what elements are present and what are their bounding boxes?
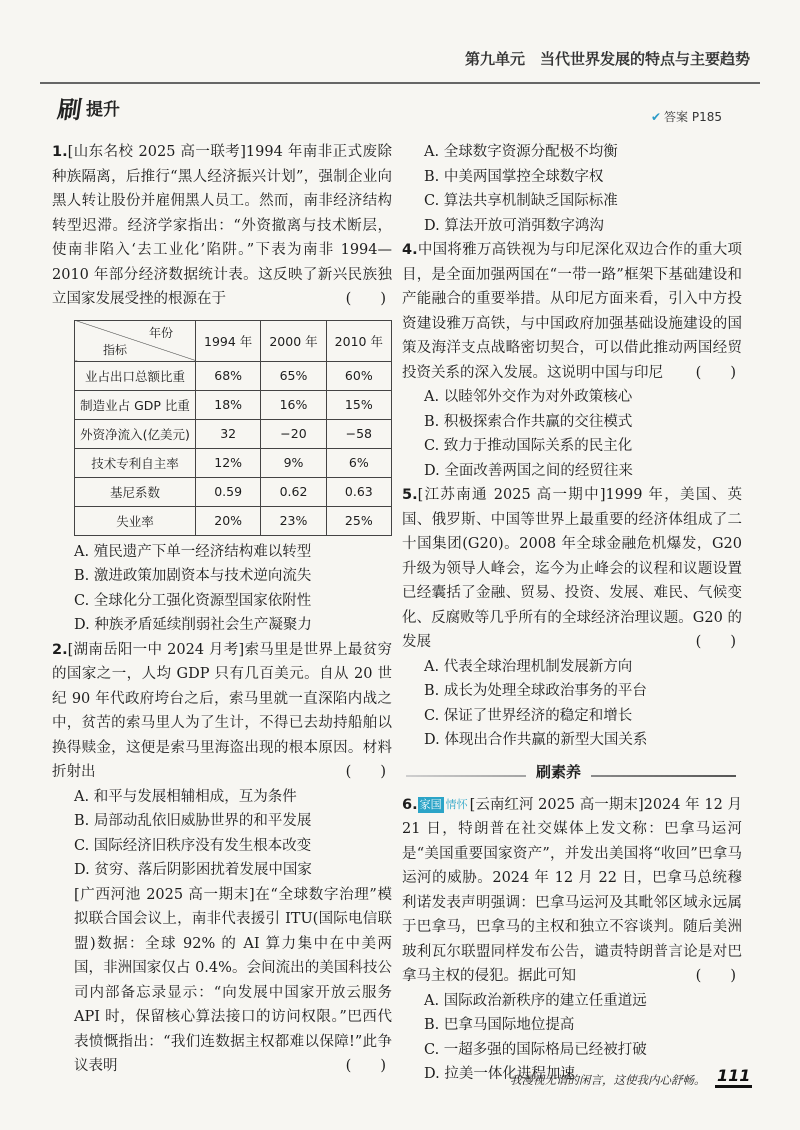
question-text: [江苏南通 2025 高一期中]1999 年，美国、英国、俄罗斯、中国等世界上最重要的经济体组成了二十国集团(G20)。2008 年全球金融危机爆发，G20 升级为领导人峰会，迄今为止峰会的议程和议题设置已经囊括了金融、贸易、投资、发展、难民、气候变化、反腐败等几乎所有的全球经济治理议题。G20 的发展 bbox=[402, 487, 742, 650]
table-cell: 6% bbox=[326, 448, 391, 477]
question-5 bbox=[402, 483, 742, 655]
table-cell: 15% bbox=[326, 390, 391, 419]
table-cell: 12% bbox=[196, 448, 261, 477]
option-d: D. 算法开放可消弭数字鸿沟 bbox=[424, 217, 604, 234]
option-a: A. 和平与发展相辅相成，互为条件 bbox=[74, 788, 297, 805]
corner-label-year: 年份 bbox=[148, 325, 173, 340]
section-banner bbox=[406, 761, 736, 787]
question-text: [山东名校 2025 高一联考]1994 年南非正式废除种族隔离，后推行“黑人经济振兴计划”，强制企业向黑人转让股份并雇佣黑人员工。然而，南非经济结构转型迟滞。经济学家指出：“外资撤离与技术断层，使南非陷入‘去工业化’陷阱。”下表为南非 1994—2010 年部分经济数据统计表。这反映了新兴民族独立国家发展受挫的根源在于 bbox=[52, 144, 392, 307]
option-b: B. 成长为处理全球政治事务的平台 bbox=[424, 683, 647, 699]
table-corner-cell bbox=[75, 320, 196, 361]
table-row bbox=[75, 419, 392, 448]
table-cell: −20 bbox=[261, 419, 326, 448]
option-a: A. 全球数字资源分配极不均衡 bbox=[424, 144, 618, 160]
question-number: 2. bbox=[52, 641, 68, 658]
table-header-cell: 2000 年 bbox=[261, 320, 326, 361]
answer-bracket: ( ) bbox=[695, 364, 736, 381]
table-cell: 9% bbox=[261, 448, 326, 477]
left-column bbox=[52, 140, 392, 1079]
option-b: B. 局部动乱依旧威胁世界的和平发展 bbox=[74, 813, 312, 829]
table-row bbox=[75, 448, 392, 477]
table-cell: 32 bbox=[196, 419, 261, 448]
answer-bracket: ( ) bbox=[695, 634, 736, 650]
table-cell: 0.59 bbox=[196, 477, 261, 506]
table-cell: 16% bbox=[261, 390, 326, 419]
question-3 bbox=[52, 883, 392, 1079]
question-4 bbox=[402, 238, 742, 385]
table-cell: 20% bbox=[196, 506, 261, 535]
section-title: 提升 bbox=[86, 100, 120, 120]
question-number: 1. bbox=[52, 144, 68, 160]
section-label bbox=[55, 90, 120, 125]
option-a: A. 国际政治新秩序的建立任重道远 bbox=[424, 992, 647, 1009]
page-header bbox=[0, 38, 800, 78]
economic-data-table bbox=[74, 320, 392, 536]
option-b: B. 巴拿马国际地位提高 bbox=[424, 1017, 575, 1033]
question-1 bbox=[52, 140, 392, 312]
option-a: A. 以睦邻外交作为对外政策核心 bbox=[424, 389, 633, 405]
option-d: D. 全面改善两国之间的经贸往来 bbox=[424, 462, 633, 479]
option-c: C. 保证了世界经济的稳定和增长 bbox=[424, 707, 633, 724]
question-text: [湖南岳阳一中 2024 月考]索马里是世界上最贫穷的国家之一，人均 GDP 只有几百美元。自从 20 世纪 90 年代政府垮台之后，索马里就一直深陷内战之中，贫苦的索马里人为了生计，不得已去劫持船舶以换得赎金，这便是索马里海盗出现的根本原因。材料折射出 bbox=[52, 641, 392, 780]
option-c: C. 国际经济旧秩序没有发生根本改变 bbox=[74, 837, 312, 854]
table-row bbox=[75, 390, 392, 419]
table-row bbox=[75, 361, 392, 390]
question-2 bbox=[52, 638, 392, 785]
page-number: 111 bbox=[715, 1066, 752, 1088]
option-c: C. 全球化分工强化资源型国家依附性 bbox=[74, 592, 312, 609]
footer-quote: 我漫视无谓的闲言，这使我内心舒畅。 bbox=[510, 1073, 706, 1087]
row-label: 外资净流入(亿美元) bbox=[75, 419, 196, 448]
check-icon: ✔ bbox=[650, 110, 662, 124]
option-b: B. 中美两国掌控全球数字权 bbox=[424, 168, 604, 185]
answer-bracket: ( ) bbox=[695, 968, 736, 984]
answer-bracket: ( ) bbox=[345, 291, 386, 307]
question-number: 5. bbox=[402, 487, 418, 503]
table-header-row bbox=[75, 320, 392, 361]
row-label: 制造业占 GDP 比重 bbox=[75, 390, 196, 419]
banner-title: 刷素养 bbox=[526, 761, 591, 782]
option-d: D. 种族矛盾延续削弱社会生产凝聚力 bbox=[74, 617, 312, 633]
table-cell: 68% bbox=[196, 361, 261, 390]
question-6 bbox=[402, 793, 742, 989]
unit-title: 第九单元 当代世界发展的特点与主要趋势 bbox=[464, 50, 750, 68]
option-d: D. 贫穷、落后阴影困扰着发展中国家 bbox=[74, 862, 312, 878]
table-row bbox=[75, 477, 392, 506]
question-number: 6. bbox=[402, 796, 418, 813]
table-cell: 23% bbox=[261, 506, 326, 535]
table-header-cell: 1994 年 bbox=[196, 320, 261, 361]
option-c: C. 算法共享机制缺乏国际标准 bbox=[424, 193, 618, 209]
question-number: 4. bbox=[402, 242, 418, 258]
table-cell: 65% bbox=[261, 361, 326, 390]
table-cell: 25% bbox=[326, 506, 391, 535]
option-a: A. 殖民遗产下单一经济结构难以转型 bbox=[74, 543, 312, 560]
option-b: B. 激进政策加剧资本与技术逆向流失 bbox=[74, 568, 312, 584]
table-cell: 18% bbox=[196, 390, 261, 419]
option-c: C. 一超多强的国际格局已经被打破 bbox=[424, 1041, 647, 1058]
corner-label-indicator: 指标 bbox=[103, 342, 128, 357]
table-header-cell: 2010 年 bbox=[326, 320, 391, 361]
question-text: [广西河池 2025 高一期末]在“全球数字治理”模拟联合国会议上，南非代表援引 ITU(国际电信联盟)数据：全球 92% 的 AI 算力集中在中美两国，非洲国家仅占 0.4%。会间流出的美国科技公司内部备忘录显示：“向发展中国家开放云服务 API 时，保留核心算法接口的访问权限。”巴西代表愤慨指出：“我们连数据主权都难以保障!”此争议表明 bbox=[74, 886, 392, 1074]
header-divider bbox=[40, 82, 760, 84]
right-column bbox=[402, 140, 742, 1087]
option-a: A. 代表全球治理机制发展新方向 bbox=[424, 658, 633, 675]
table-cell: 0.62 bbox=[261, 477, 326, 506]
option-c: C. 致力于推动国际关系的民主化 bbox=[424, 438, 633, 454]
table-cell: 0.63 bbox=[326, 477, 391, 506]
answer-bracket: ( ) bbox=[345, 764, 386, 780]
question-text: [云南红河 2025 高一期末]2024 年 12 月 21 日，特朗普在社交媒体上发文称：巴拿马运河是“美国重要国家资产”，并发出美国将“收回”巴拿马运河的威胁。2024 年 12 月 22 日，巴拿马总统穆利诺发表声明强调：巴拿马运河及其毗邻区域永远属于巴拿马，巴拿马的主权和独立不容谈判。随后美洲玻利瓦尔联盟同样发布公告，谴责特朗普言论是对巴拿马主权的侵犯。据此可知 bbox=[402, 796, 742, 984]
option-d: D. 拉美一体化进程加速 bbox=[424, 1066, 575, 1082]
option-b: B. 积极探索合作共赢的交往模式 bbox=[424, 413, 633, 430]
option-d: D. 体现出合作共赢的新型大国关系 bbox=[424, 732, 648, 748]
tag-badge: 家国 bbox=[419, 797, 442, 811]
row-label: 基尼系数 bbox=[75, 477, 196, 506]
table-cell: 60% bbox=[326, 361, 391, 390]
answer-page: 答案 P185 bbox=[664, 110, 722, 124]
table-cell: −58 bbox=[326, 419, 391, 448]
table-row bbox=[75, 506, 392, 535]
section-big-char: 刷 bbox=[55, 96, 84, 124]
answer-bracket: ( ) bbox=[345, 1058, 386, 1074]
tag-label: 情怀 bbox=[445, 797, 468, 811]
row-label: 失业率 bbox=[75, 506, 196, 535]
answer-reference bbox=[651, 108, 722, 125]
row-label: 技术专利自主率 bbox=[75, 448, 196, 477]
row-label: 业占出口总额比重 bbox=[75, 361, 196, 390]
question-text: 中国将雅万高铁视为与印尼深化双边合作的重大项目，是全面加强两国在“一带一路”框架下基础建设和产能融合的重要举措。从印尼方面来看，引入中方投资建设雅万高铁，与中国政府加强基础设施建设的国策及海洋支点战略密切契合，可以借此推动两国经贸投资关系的深入发展。这说明中国与印尼 bbox=[402, 242, 742, 381]
